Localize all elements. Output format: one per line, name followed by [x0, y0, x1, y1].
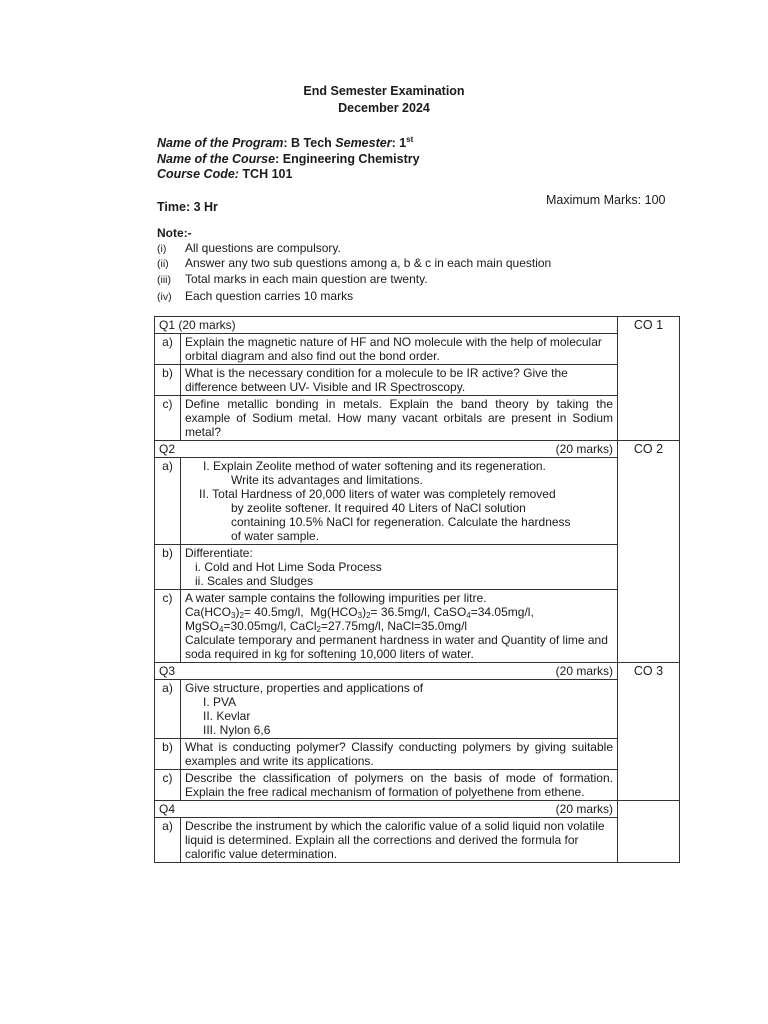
q4a-text: Describe the instrument by which the calorific value of a solid liquid non volatile liquid is determined. Explain all the corrections and derived the formula for calorific value determination. — [181, 818, 618, 863]
program-label: Name of the Program — [157, 136, 284, 150]
semester-value: : 1 — [391, 136, 407, 150]
program-line — [157, 136, 413, 150]
q4-header: Q4 (20 marks) — [155, 801, 618, 818]
note-title: Note:- — [157, 226, 192, 240]
semester-label: Semester — [335, 136, 392, 150]
maximum-marks: Maximum Marks: 100 — [546, 193, 666, 207]
q2-course-outcome: CO 2 — [618, 441, 680, 663]
q3c-label: c) — [155, 770, 181, 801]
q2c-label: c) — [155, 590, 181, 663]
question-table — [154, 316, 680, 863]
q1c-text: Define metallic bonding in metals. Explain the band theory by taking the example of Sodium metal. How many vacant orbitals are present in Sodium metal? — [181, 396, 618, 441]
q1a-text: Explain the magnetic nature of HF and NO molecule with the help of molecular orbital diagram and also find out the bond order. — [181, 334, 618, 365]
q2a-text: I. Explain Zeolite method of water softening and its regeneration. Write its advantages and limitations. II. Total Hardness of 20,000 liters of water was completely removed by zeolite softener. It required 40 Liters of NaCl solution containing 10.5% NaCl for regeneration. Calculate the hardness of water sample. — [181, 458, 618, 545]
q4-course-outcome — [618, 801, 680, 863]
note-item: (iv) Each question carries 10 marks — [157, 289, 354, 303]
q3-marks: (20 marks) — [555, 664, 613, 678]
q3a-text: Give structure, properties and applications of I. PVA II. Kevlar III. Nylon 6,6 — [181, 680, 618, 739]
q2b-label: b) — [155, 545, 181, 590]
q3a-label: a) — [155, 680, 181, 739]
q2-marks: (20 marks) — [555, 442, 613, 456]
note-item: (i) All questions are compulsory. — [157, 241, 341, 255]
q3c-text: Describe the classification of polymers on the basis of mode of formation. Explain the free radical mechanism of formation of polyethene from ethene. — [181, 770, 618, 801]
q1b-label: b) — [155, 365, 181, 396]
time-allowed: Time: 3 Hr — [157, 200, 218, 214]
q1-header: Q1 (20 marks) — [155, 317, 618, 334]
q1a-label: a) — [155, 334, 181, 365]
course-label: Name of the Course — [157, 152, 276, 166]
exam-title: End Semester Examination — [303, 84, 465, 98]
q1c-label: c) — [155, 396, 181, 441]
code-label: Course Code: — [157, 167, 239, 181]
q2b-text: Differentiate: i. Cold and Hot Lime Soda Process ii. Scales and Sludges — [181, 545, 618, 590]
q2a-label: a) — [155, 458, 181, 545]
program-value: : B Tech — [283, 136, 336, 150]
code-line — [157, 167, 292, 181]
q3-course-outcome: CO 3 — [618, 663, 680, 801]
q3b-label: b) — [155, 739, 181, 770]
note-item: (ii) Answer any two sub questions among a, b & c in each main question — [157, 256, 552, 270]
q4a-label: a) — [155, 818, 181, 863]
q2-header: Q2 (20 marks) — [155, 441, 618, 458]
course-value: : Engineering Chemistry — [275, 152, 420, 166]
code-value: TCH 101 — [238, 167, 293, 181]
exam-date: December 2024 — [338, 101, 430, 115]
q2c-text: A water sample contains the following impurities per litre. $Ca(HCO_3)_2= 40.5mg/l$, $Mg(HCO_3)_2= 36.5mg/l$, CaSO$_4$=34.05mg/l, MgSO$_4$=30.05mg/l, CaCl$_2$=27.75mg/l, NaCl=35.0mg/l Calculate temporary and permanent hardness in water and Quantity of lime and soda required in kg for softening 10,000 liters of water. — [181, 590, 618, 663]
course-line — [157, 152, 420, 166]
q1b-text: What is the necessary condition for a molecule to be IR active? Give the difference between UV- Visible and IR Spectroscopy. — [181, 365, 618, 396]
semester-sup: st — [406, 134, 414, 144]
q4-marks: (20 marks) — [555, 802, 613, 816]
note-item: (iii) Total marks in each main question are twenty. — [157, 272, 428, 286]
q1-course-outcome: CO 1 — [618, 317, 680, 441]
q3-header: Q3 (20 marks) — [155, 663, 618, 680]
q3b-text: What is conducting polymer? Classify conducting polymers by giving suitable examples and write its applications. — [181, 739, 618, 770]
